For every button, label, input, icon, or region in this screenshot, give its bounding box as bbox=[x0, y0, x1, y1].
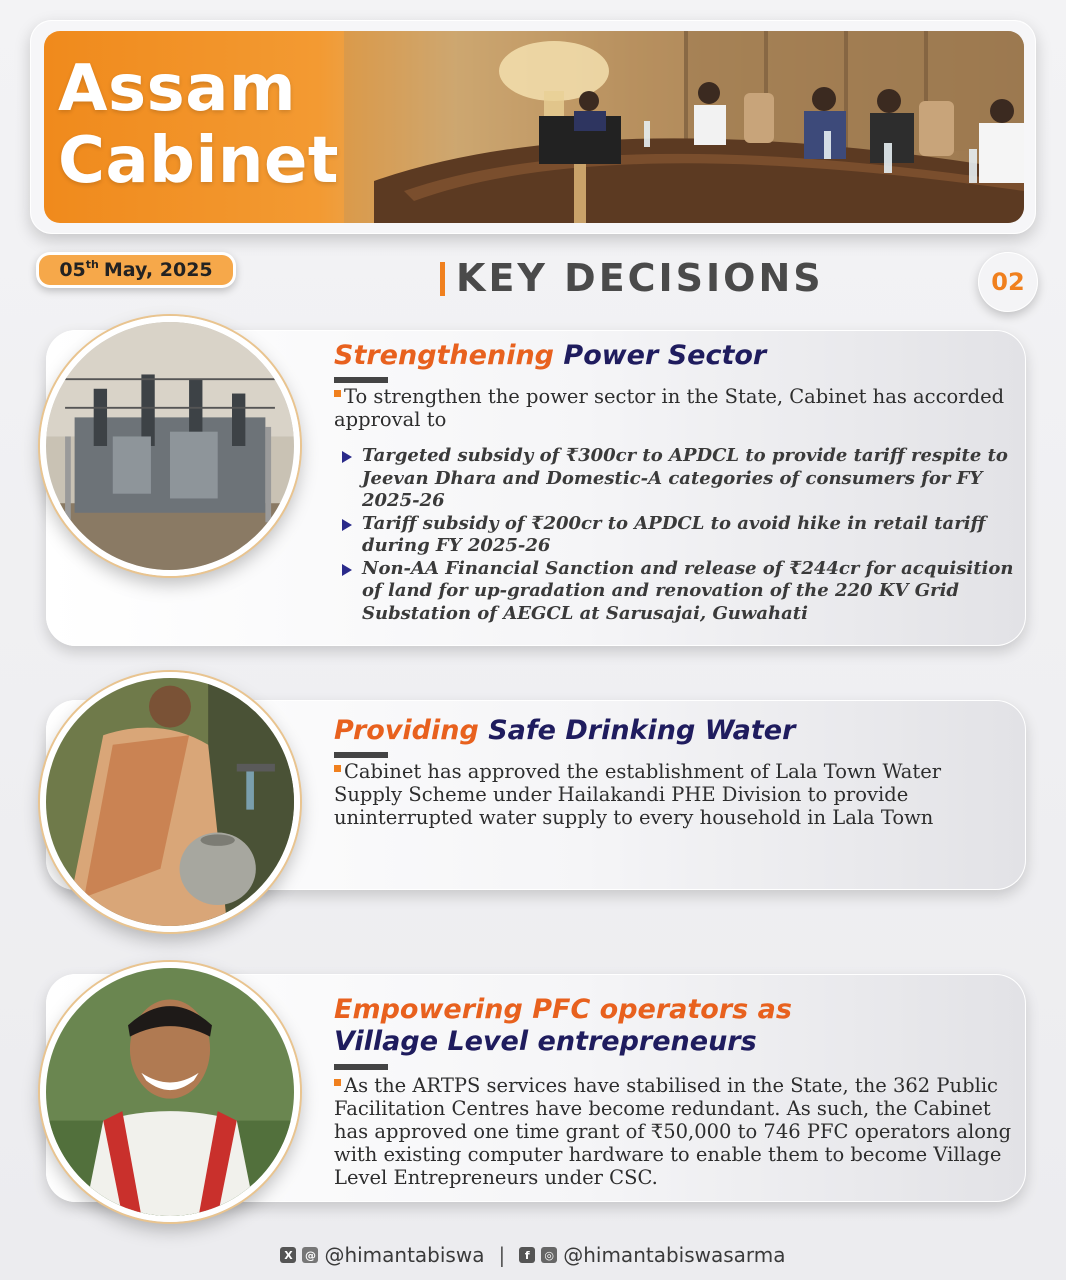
power-point-text: Tariff subsidy of ₹200cr to APDCL to avoid hike in retail tariff during FY 2025-26 bbox=[362, 512, 986, 556]
date-suffix: th bbox=[85, 257, 99, 271]
page-number-badge: 02 bbox=[978, 252, 1038, 312]
pfc-title-line2: Village Level entrepreneurs bbox=[334, 1026, 757, 1057]
facebook-handle[interactable]: @himantabiswasarma bbox=[563, 1243, 786, 1267]
power-point-text: Targeted subsidy of ₹300cr to APDCL to provide tariff respite to Jeevan Dhara and Domestic-A categories of consumers for FY 2025-26 bbox=[362, 445, 1008, 511]
pfc-title-rule bbox=[334, 1064, 388, 1070]
power-intro-text: To strengthen the power sector in the State, Cabinet has accorded approval to bbox=[334, 385, 1005, 431]
triangle-bullet-icon bbox=[342, 519, 352, 531]
header-banner bbox=[44, 31, 1024, 223]
x-handle[interactable]: @himantabiswa bbox=[324, 1243, 485, 1267]
bullet-square bbox=[334, 765, 341, 772]
x-icon[interactable]: X bbox=[280, 1247, 296, 1263]
bullet-square bbox=[334, 390, 341, 397]
facebook-icon[interactable]: f bbox=[519, 1247, 535, 1263]
power-points-list bbox=[338, 445, 1014, 625]
pfc-intro bbox=[334, 1074, 1014, 1189]
date-day: 05 bbox=[59, 259, 86, 281]
list-item bbox=[338, 558, 1014, 626]
date-badge bbox=[36, 252, 236, 288]
water-intro-text: Cabinet has approved the establishment of Lala Town Water Supply Scheme under Hailakandi PHE Division to provide uninterrupted water supply to every household in Lala Town bbox=[334, 760, 942, 829]
pfc-intro-text: As the ARTPS services have stabilised in the State, the 362 Public Facilitation Centres have become redundant. As such, the Cabinet has approved one time grant of ₹50,000 to 746 PFC operators along with existing computer hardware to enable them to become Village Level Entrepreneurs under CSC. bbox=[334, 1074, 1012, 1189]
footer-social bbox=[0, 1240, 1066, 1270]
footer-separator: | bbox=[498, 1243, 506, 1267]
water-title-accent: Providing bbox=[334, 715, 479, 746]
water-title-rule bbox=[334, 752, 388, 758]
bullet-square bbox=[334, 1079, 341, 1086]
threads-icon[interactable]: @ bbox=[302, 1247, 318, 1263]
instagram-icon[interactable]: ◎ bbox=[541, 1247, 557, 1263]
power-title-rule bbox=[334, 377, 388, 383]
page-heading: KEY DECISIONS bbox=[456, 256, 824, 300]
triangle-bullet-icon bbox=[342, 564, 352, 576]
banner-title-line2: Cabinet bbox=[58, 124, 339, 198]
power-intro bbox=[334, 385, 1014, 431]
woman-water-image bbox=[40, 672, 300, 932]
pfc-title-line1: Empowering PFC operators as bbox=[334, 994, 792, 1025]
water-title bbox=[334, 715, 795, 747]
date-rest: May, 2025 bbox=[103, 259, 213, 281]
list-item bbox=[338, 513, 1014, 558]
triangle-bullet-icon bbox=[342, 451, 352, 463]
entrepreneur-image bbox=[40, 962, 300, 1222]
power-title-accent: Strengthening bbox=[334, 340, 554, 371]
power-title-main: Power Sector bbox=[554, 340, 767, 371]
banner-title bbox=[58, 53, 339, 197]
list-item bbox=[338, 445, 1014, 513]
water-title-main: Safe Drinking Water bbox=[478, 715, 796, 746]
substation-image bbox=[40, 316, 300, 576]
power-point-text: Non-AA Financial Sanction and release of ₹244cr for acquisition of land for up-gradation and renovation of the 220 KV Grid Substation of AEGCL at Sarusajai, Guwahati bbox=[362, 557, 1014, 624]
water-intro bbox=[334, 760, 1014, 829]
heading-accent-bar bbox=[440, 262, 445, 296]
banner-title-line1: Assam bbox=[58, 52, 297, 126]
power-title bbox=[334, 340, 766, 372]
